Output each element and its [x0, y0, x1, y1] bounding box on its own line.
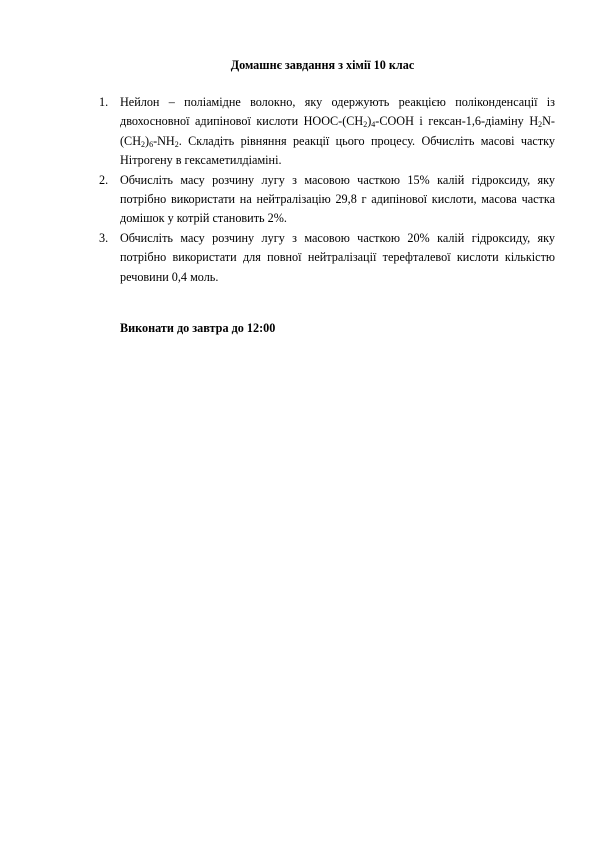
subscript: 2 — [141, 139, 145, 149]
task-list — [99, 93, 555, 287]
task-text-part: ) — [145, 133, 150, 148]
subscript: 2 — [363, 120, 368, 130]
task-number: 3. — [99, 230, 109, 245]
task-item-3 — [99, 229, 555, 287]
subscript: 2 — [174, 139, 179, 149]
deadline-note: Виконати до завтра до 12:00 — [120, 321, 276, 335]
task-text: Обчисліть масу розчину лугу з масовою часткою 15% калій гідроксиду, яку потрібно використати на нейтралізацію 29,8 г адипінової кислоти, масова частка домішок у котрій становить 2%. — [120, 172, 555, 226]
task-text-part: . Складіть рівняння реакції цього процесу. Обчисліть масові частку Нітрогену в гексаметилдіаміні. — [120, 133, 555, 168]
task-number: 1. — [99, 95, 109, 109]
task-item-2 — [99, 171, 555, 229]
task-text-part: ) — [367, 114, 372, 129]
subscript: 4 — [371, 120, 376, 130]
subscript: 2 — [538, 120, 543, 130]
task-text — [120, 95, 555, 167]
subscript: 6 — [149, 139, 154, 149]
task-text-part: -COOH і гексан-1,6-діаміну H — [375, 114, 539, 129]
task-text: Обчисліть масу розчину лугу з масовою часткою 20% калій гідроксиду, яку потрібно використати для повної нейтралізації терефталевої кислоти кількістю речовини 0,4 моль. — [120, 230, 555, 284]
task-item-1 — [99, 93, 555, 171]
task-text-part: -NH — [153, 133, 175, 148]
task-text-part: N-(CH — [120, 114, 555, 148]
task-text-part: Нейлон – поліамідне волокно, яку одержують реакцією поліконденсації із двохосновної адипінової кислоти HOOC-(CH — [120, 95, 555, 129]
task-number: 2. — [99, 172, 109, 187]
document-title: Домашнє завдання з хімії 10 клас — [230, 58, 415, 72]
